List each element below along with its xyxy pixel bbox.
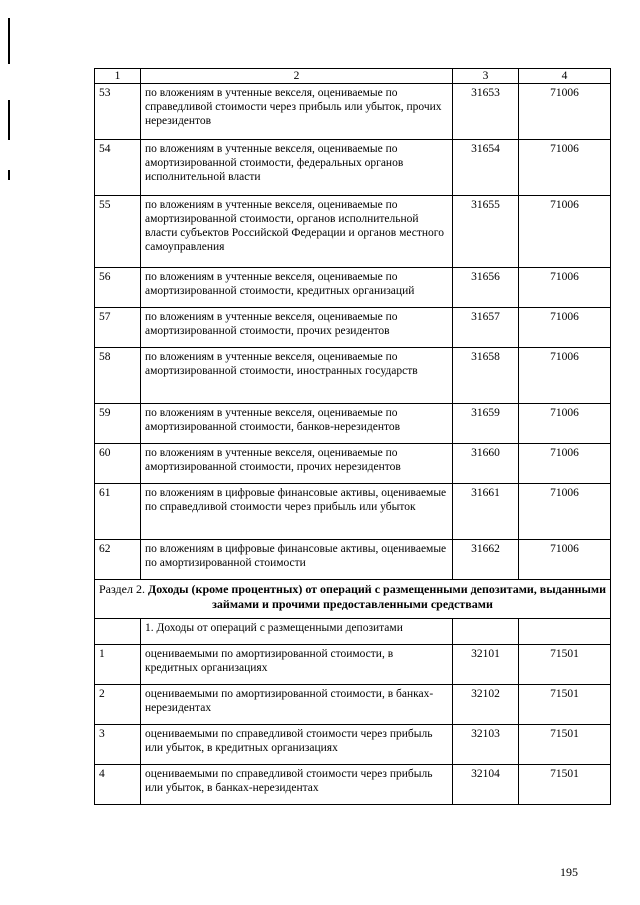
row-description: по вложениям в учтенные векселя, оцениваемые по справедливой стоимости через прибыль или убыток, прочих нерезидентов: [141, 84, 453, 140]
row-number: 61: [95, 484, 141, 540]
column-header-2: 2: [141, 69, 453, 84]
row-description: по вложениям в цифровые финансовые активы, оцениваемые по амортизированной стоимости: [141, 540, 453, 580]
table-row: [95, 404, 611, 444]
table-row: [95, 196, 611, 268]
row-description: по вложениям в учтенные векселя, оцениваемые по амортизированной стоимости, кредитных организаций: [141, 268, 453, 308]
row-number: 53: [95, 84, 141, 140]
symbol-code: 71006: [519, 268, 611, 308]
table-row: [95, 725, 611, 765]
account-code: 31653: [453, 84, 519, 140]
row-description: по вложениям в учтенные векселя, оцениваемые по амортизированной стоимости, органов исполнительной власти субъектов Российской Федерации и органов местного самоуправления: [141, 196, 453, 268]
table-row: [95, 140, 611, 196]
column-number-header: [95, 69, 611, 84]
symbol-code: 71006: [519, 308, 611, 348]
column-header-3: 3: [453, 69, 519, 84]
table-row: [95, 348, 611, 404]
row-number: 1: [95, 645, 141, 685]
row-description: по вложениям в учтенные векселя, оцениваемые по амортизированной стоимости, федеральных органов исполнительной власти: [141, 140, 453, 196]
symbol-code: 71006: [519, 540, 611, 580]
row-number: 57: [95, 308, 141, 348]
table-row: [95, 484, 611, 540]
section-heading-row: [95, 580, 611, 619]
row-number: 4: [95, 765, 141, 805]
row-description: по вложениям в цифровые финансовые активы, оцениваемые по справедливой стоимости через прибыль или убыток: [141, 484, 453, 540]
empty-cell: [95, 619, 141, 645]
column-header-4: 4: [519, 69, 611, 84]
subheading: 1. Доходы от операций с размещенными депозитами: [141, 619, 453, 645]
row-number: 3: [95, 725, 141, 765]
row-description: по вложениям в учтенные векселя, оцениваемые по амортизированной стоимости, прочих нерезидентов: [141, 444, 453, 484]
table-row: [95, 540, 611, 580]
symbol-code: 71006: [519, 404, 611, 444]
row-number: 2: [95, 685, 141, 725]
row-description: по вложениям в учтенные векселя, оцениваемые по амортизированной стоимости, банков-нерезидентов: [141, 404, 453, 444]
account-code: 31659: [453, 404, 519, 444]
subheading-row: [95, 619, 611, 645]
account-code: 31654: [453, 140, 519, 196]
empty-cell: [453, 619, 519, 645]
account-code: 31660: [453, 444, 519, 484]
scan-margin-mark: [8, 170, 10, 180]
page-number: 195: [560, 865, 578, 879]
symbol-code: 71501: [519, 725, 611, 765]
row-number: 58: [95, 348, 141, 404]
account-code: 31658: [453, 348, 519, 404]
account-code: 31657: [453, 308, 519, 348]
symbol-code: 71006: [519, 196, 611, 268]
table-row: [95, 444, 611, 484]
account-code: 32102: [453, 685, 519, 725]
symbol-code: 71006: [519, 444, 611, 484]
account-code: 32103: [453, 725, 519, 765]
row-description: оцениваемыми по амортизированной стоимости, в кредитных организациях: [141, 645, 453, 685]
scan-margin-mark: [8, 100, 10, 140]
table-row: [95, 84, 611, 140]
symbol-code: 71006: [519, 140, 611, 196]
row-number: 60: [95, 444, 141, 484]
row-description: оцениваемыми по амортизированной стоимости, в банках-нерезидентах: [141, 685, 453, 725]
account-codes-table: [94, 68, 611, 805]
account-code: 31661: [453, 484, 519, 540]
account-code: 32104: [453, 765, 519, 805]
symbol-code: 71006: [519, 348, 611, 404]
section-heading: [95, 580, 611, 619]
row-description: оцениваемыми по справедливой стоимости через прибыль или убыток, в кредитных организациях: [141, 725, 453, 765]
account-code: 32101: [453, 645, 519, 685]
row-number: 62: [95, 540, 141, 580]
table-row: [95, 765, 611, 805]
table-body: [95, 69, 611, 805]
row-number: 59: [95, 404, 141, 444]
row-number: 56: [95, 268, 141, 308]
account-code: 31656: [453, 268, 519, 308]
symbol-code: 71006: [519, 84, 611, 140]
table-row: [95, 308, 611, 348]
symbol-code: 71501: [519, 685, 611, 725]
scan-margin-mark: [8, 18, 10, 64]
table-row: [95, 268, 611, 308]
symbol-code: 71501: [519, 645, 611, 685]
empty-cell: [519, 619, 611, 645]
row-number: 54: [95, 140, 141, 196]
account-code: 31655: [453, 196, 519, 268]
row-description: по вложениям в учтенные векселя, оцениваемые по амортизированной стоимости, иностранных государств: [141, 348, 453, 404]
row-description: оцениваемыми по справедливой стоимости через прибыль или убыток, в банках-нерезидентах: [141, 765, 453, 805]
symbol-code: 71501: [519, 765, 611, 805]
row-description: по вложениям в учтенные векселя, оцениваемые по амортизированной стоимости, прочих резидентов: [141, 308, 453, 348]
section-title: Доходы (кроме процентных) от операций с размещенными депозитами, выданными займами и прочими предоставленными средствами: [147, 582, 606, 611]
table-row: [95, 645, 611, 685]
symbol-code: 71006: [519, 484, 611, 540]
account-code: 31662: [453, 540, 519, 580]
column-header-1: 1: [95, 69, 141, 84]
table-row: [95, 685, 611, 725]
section-prefix: Раздел 2.: [99, 582, 145, 596]
row-number: 55: [95, 196, 141, 268]
